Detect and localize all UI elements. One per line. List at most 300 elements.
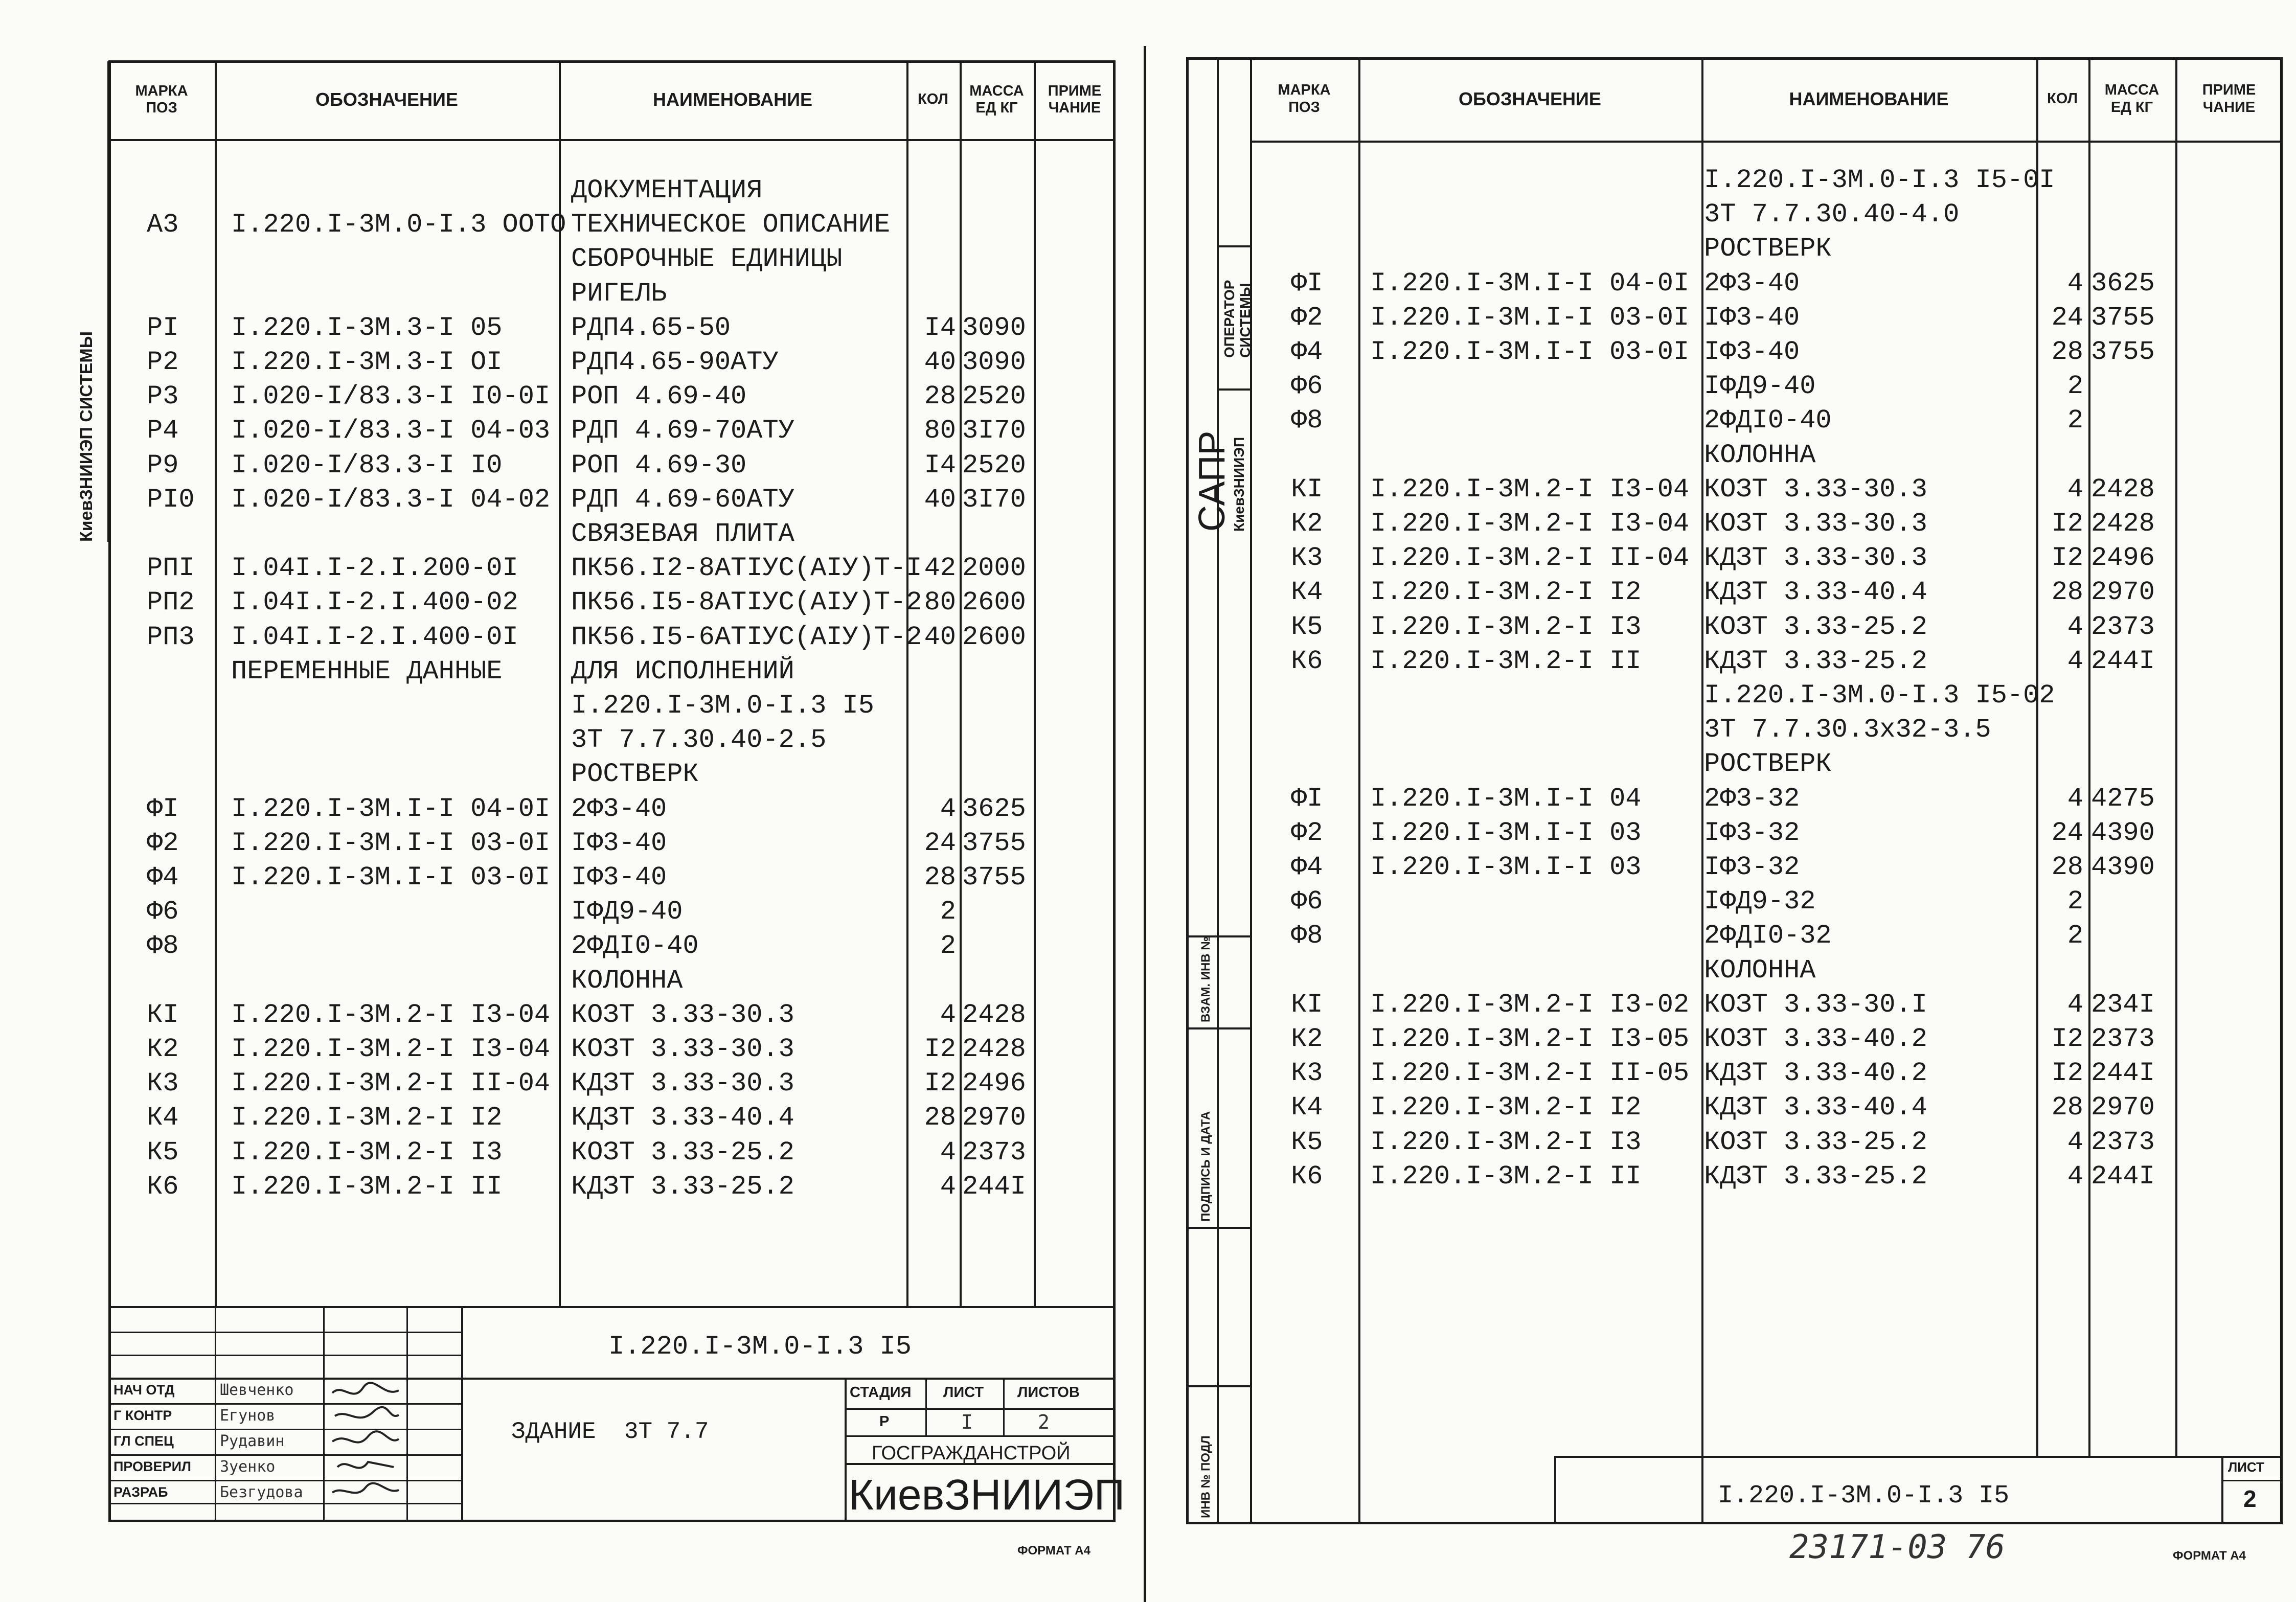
stamp-number: 23171-03 [1789,1528,1947,1566]
row-code: I.220.I-3M.2-I II-05 [1370,1058,1690,1089]
row-mark: P4 [147,416,179,446]
row-mark: К6 [1291,646,1323,676]
row-name: IФД9-40 [571,897,683,927]
row-code: I.220.I-3M.2-I I3 [231,1137,503,1168]
row-mass: 2428 [2091,509,2155,539]
spec-row [1250,1091,2283,1125]
row-qty: 40 [924,622,956,652]
row-mass: 244I [2091,646,2155,676]
row-qty: 40 [924,347,956,377]
row-name: КДЗТ 3.33-40.4 [1704,1092,1927,1123]
row-qty: 4 [2067,783,2083,814]
spec-row [108,929,1116,963]
row-mass: 2496 [2091,543,2155,574]
spec-row [1250,919,2283,953]
row-qty: 28 [2051,852,2083,882]
row-qty: 80 [924,416,956,446]
row-name: КДЗТ 3.33-30.3 [571,1068,794,1099]
row-mark: К2 [1291,509,1323,539]
row-qty: 28 [2051,337,2083,367]
row-name: 2ФДI0-40 [1704,405,1832,436]
spec-row [108,414,1116,448]
row-code: I.220.I-3M.2-I I3-04 [1370,474,1690,505]
row-qty: I2 [924,1068,956,1099]
row-mass: 2000 [962,553,1026,584]
side-org: КиевЗНИИЭП [1231,437,1247,532]
spec-row [1250,267,2283,301]
spec-row [108,1101,1116,1135]
header-naimenovanie-r: НАИМЕНОВАНИЕ [1789,88,1949,109]
row-name: КДЗТ 3.33-40.4 [571,1103,794,1133]
row-qty: 24 [924,828,956,858]
spec-row [108,621,1116,654]
row-qty: 4 [940,1137,956,1168]
row-mark: Ф6 [1291,371,1323,402]
row-mass: 3090 [962,347,1026,377]
stage-value: Р [879,1413,890,1430]
row-code: I.220.I-3M.2-I I3 [1370,611,1642,642]
row-name: 2Ф3-40 [1704,268,1800,299]
row-mass: 3755 [2091,337,2155,367]
row-code: I.220.I-3M.2-I I3 [1370,1127,1642,1157]
row-name: КОЛОННА [1704,440,1816,470]
row-qty: 2 [2067,371,2083,402]
row-name: КОЗТ 3.33-30.3 [1704,474,1927,505]
row-qty: 2 [940,897,956,927]
row-name: ДЛЯ ИСПОЛНЕНИЙ [571,656,794,686]
row-mark: К5 [1291,611,1323,642]
row-mass: 3I70 [962,416,1026,446]
spec-row [1250,232,2283,266]
row-code: I.220.I-3M.I-I 04-0I [231,793,551,824]
row-code: I.220.I-3M.2-I II [1370,646,1642,676]
row-mark: РП3 [147,622,195,652]
row-qty: 24 [2051,302,2083,333]
row-mark: ФI [1291,268,1323,299]
row-code: I.04I.I-2.I.400-0I [231,622,518,652]
row-name: СВЯЗЕВАЯ ПЛИТА [571,519,794,549]
row-name: КДЗТ 3.33-40.4 [1704,577,1927,608]
row-mass: 244I [2091,1058,2155,1089]
spec-row [108,311,1116,345]
row-mark: А3 [147,210,179,240]
header-marka-r: МАРКА ПОЗ [1278,82,1331,116]
row-code: I.020-I/83.3-I 04-03 [231,416,551,446]
org-bottom: КиевЗНИИЭП [849,1471,1125,1519]
row-code: I.220.I-3M.2-I II-04 [231,1068,551,1099]
row-name: ПК56.I2-8АТIУС(АIУ)Т-I [571,553,922,584]
row-name: РИГЕЛЬ [571,278,667,309]
row-code: I.220.I-3M.2-I I3-05 [1370,1024,1690,1054]
row-qty: 4 [2067,989,2083,1020]
sheet-label: ЛИСТ [943,1384,984,1401]
row-qty: 4 [2067,1161,2083,1192]
row-mark: К3 [147,1068,179,1099]
spec-row [1250,507,2283,541]
row-qty: 80 [924,587,956,618]
row-qty: 40 [924,484,956,515]
row-name: КОЗТ 3.33-30.I [1704,989,1927,1020]
row-mark: ФI [1291,783,1323,814]
sheet-left [0,0,1145,1602]
row-name: 2ФДI0-40 [571,931,699,962]
sheet-separator [1144,46,1146,1602]
row-name: КДЗТ 3.33-25.2 [571,1171,794,1202]
right-doc-code: I.220.I-3M.0-I.3 I5 [1718,1481,2010,1511]
row-mark: P2 [147,347,179,377]
row-name: РОСТВЕРК [1704,749,1832,780]
row-name: КДЗТ 3.33-25.2 [1704,1161,1927,1192]
row-mark: КI [1291,474,1323,505]
spec-row [1250,1126,2283,1159]
row-mark: К5 [147,1137,179,1168]
row-name: IФД9-40 [1704,371,1816,402]
row-mass: 2520 [962,450,1026,480]
sheets-value: 2 [1038,1411,1050,1433]
row-code: I.220.I-3M.2-I II [231,1171,503,1202]
row-mass: 4390 [2091,817,2155,848]
spec-row [1250,610,2283,644]
row-name: ПК56.I5-8АТIУС(АIУ)Т-2 [571,587,922,618]
spec-row [1250,473,2283,507]
row-name: КОЗТ 3.33-25.2 [1704,1127,1927,1157]
row-name: КОЗТ 3.33-30.3 [571,1034,794,1064]
spec-row [1250,301,2283,335]
row-mark: Ф8 [1291,405,1323,436]
spec-row [1250,164,2283,197]
spec-row [1250,816,2283,850]
row-code: ПЕРЕМЕННЫЕ ДАННЫЕ [231,656,503,686]
row-qty: 2 [2067,921,2083,951]
row-code: I.220.I-3M.I-I 03 [1370,852,1642,882]
row-mark: PI [147,312,179,343]
row-name: КДЗТ 3.33-30.3 [1704,543,1927,574]
margin-podpis: ПОДПИСЬ И ДАТА [1199,1111,1213,1222]
spec-row [108,998,1116,1032]
row-code: I.220.I-3M.2-I II [1370,1161,1642,1192]
row-mass: 2496 [962,1068,1026,1099]
row-mark: Ф8 [1291,921,1323,951]
spec-row [108,174,1116,208]
right-sheet-value: 2 [2243,1485,2257,1512]
spec-row [108,346,1116,379]
spec-row [1250,404,2283,438]
row-name: 2ФДI0-32 [1704,921,1832,951]
row-mark: Ф4 [147,862,179,892]
spec-row [1250,1057,2283,1090]
spec-row [108,517,1116,551]
row-mass: 4390 [2091,852,2155,882]
row-mass: 2600 [962,622,1026,652]
row-mark: Ф2 [147,828,179,858]
row-mark: К2 [147,1034,179,1064]
stamp-page: 76 [1966,1528,2006,1566]
row-code: I.220.I-3M.3-I OI [231,347,503,377]
row-mark: РП2 [147,587,195,618]
row-code: I.020-I/83.3-I I0 [231,450,503,480]
row-mass: 2373 [2091,611,2155,642]
row-name: 3Т 7.7.30.40-2.5 [571,725,827,756]
margin-vzam: ВЗАМ. ИНВ № [1199,936,1213,1022]
row-qty: 28 [2051,577,2083,608]
header-primechanie-r: ПРИМЕ ЧАНИЕ [2202,82,2256,116]
row-mass: 3755 [2091,302,2155,333]
approval-name: Безгудова [220,1483,303,1501]
row-mark: К4 [147,1103,179,1133]
row-code: I.020-I/83.3-I 04-02 [231,484,551,515]
row-code: I.220.I-3M.2-I I2 [1370,577,1642,608]
row-qty: 4 [940,1171,956,1202]
row-name: КДЗТ 3.33-25.2 [1704,646,1927,676]
row-mass: 3I70 [962,484,1026,515]
row-mass: 244I [962,1171,1026,1202]
row-name: КОЗТ 3.33-40.2 [1704,1024,1927,1054]
stage-label: СТАДИЯ [850,1384,912,1401]
spec-row [108,895,1116,929]
approval-role: НАЧ ОТД [113,1382,175,1398]
row-name: I.220.I-3M.0-I.3 I5-0I [1704,165,2055,195]
row-name: РОП 4.69-40 [571,381,747,412]
row-qty: I2 [924,1034,956,1064]
spec-row [108,242,1116,276]
row-qty: 4 [940,999,956,1030]
spec-row [1250,335,2283,369]
row-name: КОЛОННА [571,965,683,996]
row-name: РДП 4.69-70АТУ [571,416,794,446]
spec-row [1250,954,2283,988]
spec-row [1250,782,2283,816]
row-name: КОЗТ 3.33-30.3 [571,999,794,1030]
row-name: КОЛОННА [1704,955,1816,986]
row-mark: К4 [1291,1092,1323,1123]
row-mark: КI [1291,989,1323,1020]
row-name: IФ3-40 [1704,337,1800,367]
spec-row [1250,198,2283,232]
row-mark: Ф6 [1291,886,1323,917]
sheets-label: ЛИСТОВ [1017,1384,1080,1401]
spec-row [108,964,1116,998]
row-mass: 2428 [2091,474,2155,505]
row-mass: 3755 [962,828,1026,858]
spec-row [108,277,1116,311]
row-name: РДП4.65-50 [571,312,731,343]
row-mark: P3 [147,381,179,412]
row-name: ПК56.I5-6АТIУС(АIУ)Т-2 [571,622,922,652]
header-marka: МАРКА ПОЗ [135,82,188,116]
row-code: I.220.I-3M.I-I 04 [1370,783,1642,814]
spec-row [108,1033,1116,1066]
row-mark: К6 [147,1171,179,1202]
row-name: IФ3-40 [1704,302,1800,333]
row-qty: 4 [2067,646,2083,676]
row-name: IФ3-40 [571,828,667,858]
row-qty: I4 [924,450,956,480]
row-mark: ФI [147,793,179,824]
spec-row [108,208,1116,242]
row-mass: 2600 [962,587,1026,618]
row-mark: К6 [1291,1161,1323,1192]
row-mass: 2373 [962,1137,1026,1168]
row-qty: 4 [2067,268,2083,299]
spec-row [108,380,1116,414]
spec-row [1250,645,2283,678]
row-code: I.04I.I-2.I.200-0I [231,553,518,584]
spec-row [1250,439,2283,472]
row-code: I.220.I-3M.2-I I3-04 [1370,509,1690,539]
row-name: I.220.I-3M.0-I.3 I5-02 [1704,680,2055,711]
row-name: IФ3-32 [1704,817,1800,848]
row-name: 2Ф3-32 [1704,783,1800,814]
row-code: I.220.I-3M.0-I.3 OOTO [231,210,566,240]
row-name: РОСТВЕРК [1704,234,1832,264]
row-code: I.220.I-3M.I-I 03-0I [231,828,551,858]
row-mark: P9 [147,450,179,480]
spec-row [1250,370,2283,403]
row-name: РДП4.65-90АТУ [571,347,779,377]
row-qty: 28 [924,862,956,892]
row-qty: 4 [2067,1127,2083,1157]
row-qty: I4 [924,312,956,343]
row-mark: PI0 [147,484,195,515]
row-mark: Ф8 [147,931,179,962]
title-doc-code: I.220.I-3M.0-I.3 I5 [608,1332,912,1362]
approval-role: Г КОНТР [113,1408,172,1423]
row-mass: 3625 [962,793,1026,824]
row-name: ТЕХНИЧЕСКОЕ ОПИСАНИЕ [571,210,891,240]
right-sheet-label: ЛИСТ [2228,1459,2264,1475]
spec-row [108,792,1116,826]
approval-name: Зуенко [220,1458,276,1476]
side-sapr: САПР [1192,430,1233,532]
row-name: КОЗТ 3.33-30.3 [1704,509,1927,539]
row-mass: 2373 [2091,1127,2155,1157]
spec-row [1250,1022,2283,1056]
row-name: РОП 4.69-30 [571,450,747,480]
spec-row [108,723,1116,757]
row-mass: 2970 [962,1103,1026,1133]
spec-row [1250,1160,2283,1194]
row-mark: КI [147,999,179,1030]
spec-row [108,758,1116,791]
header-primechanie: ПРИМЕ ЧАНИЕ [1048,82,1102,116]
row-qty: 28 [924,1103,956,1133]
spec-row [108,483,1116,517]
row-qty: I2 [2051,543,2083,574]
side-operator: ОПЕРАТОР СИСТЕМЫ [1221,280,1253,358]
spec-row [108,655,1116,689]
row-code: I.220.I-3M.3-I 05 [231,312,503,343]
spec-row [1250,713,2283,747]
row-qty: 2 [940,931,956,962]
row-mass: 2970 [2091,1092,2155,1123]
row-mark: К3 [1291,1058,1323,1089]
spec-row [1250,885,2283,919]
row-mass: 2520 [962,381,1026,412]
row-name: IФД9-32 [1704,886,1816,917]
row-mass: 234I [2091,989,2155,1020]
row-mass: 3090 [962,312,1026,343]
row-code: I.220.I-3M.2-I I2 [231,1103,503,1133]
row-mark: К4 [1291,577,1323,608]
row-mass: 2970 [2091,577,2155,608]
row-mark: К5 [1291,1127,1323,1157]
sheet-right [1176,0,2296,1602]
row-mark: К2 [1291,1024,1323,1054]
row-name: 3Т 7.7.30.40-4.0 [1704,199,1960,230]
row-name: КДЗТ 3.33-40.2 [1704,1058,1927,1089]
approval-role: ГЛ СПЕЦ [113,1433,174,1449]
approval-role: ПРОВЕРИЛ [113,1459,191,1474]
spec-row [108,827,1116,860]
row-qty: 2 [2067,886,2083,917]
spec-row [108,1136,1116,1170]
row-name: РОСТВЕРК [571,759,699,790]
row-qty: I2 [2051,1058,2083,1089]
spec-row [1250,988,2283,1022]
row-qty: 4 [940,793,956,824]
row-mark: Ф2 [1291,302,1323,333]
row-mark: РПI [147,553,195,584]
row-name: РДП 4.69-60АТУ [571,484,794,515]
spec-row [108,449,1116,483]
row-name: 3Т 7.7.30.3х32-3.5 [1704,715,1991,745]
row-mark: Ф6 [147,897,179,927]
row-name: КОЗТ 3.33-25.2 [1704,611,1927,642]
row-name: I.220.I-3M.0-I.3 I5 [571,691,874,721]
row-qty: 28 [2051,1092,2083,1123]
row-mark: Ф4 [1291,852,1323,882]
header-massa: МАССА ЕД КГ [969,82,1024,116]
row-mass: 2428 [962,1034,1026,1064]
row-mark: Ф2 [1291,817,1323,848]
spec-row [108,586,1116,620]
row-qty: 24 [2051,817,2083,848]
spec-row [1250,541,2283,575]
row-name: СБОРОЧНЫЕ ЕДИНИЦЫ [571,244,843,274]
margin-inv: ИНВ № ПОДЛ [1199,1435,1213,1518]
row-code: I.220.I-3M.I-I 03-0I [231,862,551,892]
row-qty: 4 [2067,611,2083,642]
approval-role: РАЗРАБ [113,1484,168,1500]
row-qty: 42 [924,553,956,584]
spec-row [1250,576,2283,609]
spec-row [1250,851,2283,884]
row-mass: 244I [2091,1161,2155,1192]
row-mark: К3 [1291,543,1323,574]
spec-row [108,1067,1116,1101]
row-mass: 3755 [962,862,1026,892]
approval-name: Шевченко [220,1381,294,1399]
header-oboznachenie-r: ОБОЗНАЧЕНИЕ [1459,88,1601,109]
title-building: ЗДАНИЕ 3Т 7.7 [511,1418,709,1445]
header-kol-r: КОЛ [2047,90,2078,107]
spec-row [108,552,1116,585]
approval-name: Егунов [220,1407,276,1425]
row-code: I.220.I-3M.2-I I3-02 [1370,989,1690,1020]
org-top: ГОСГРАЖДАНСТРОЙ [872,1443,1071,1464]
header-naimenovanie: НАИМЕНОВАНИЕ [653,89,812,110]
header-massa-r: МАССА ЕД КГ [2104,82,2159,116]
row-code: I.220.I-3M.I-I 03-0I [1370,337,1690,367]
left-margin-label: КиевЗНИИЭП СИСТЕМЫ [77,331,96,542]
row-mass: 2373 [2091,1024,2155,1054]
row-code: I.220.I-3M.2-I II-04 [1370,543,1690,574]
row-mark: Ф4 [1291,337,1323,367]
row-mass: 2428 [962,999,1026,1030]
format-label-left: ФОРМАТ А4 [1017,1544,1090,1558]
format-label-right: ФОРМАТ А4 [2173,1549,2246,1563]
row-name: IФ3-40 [571,862,667,892]
